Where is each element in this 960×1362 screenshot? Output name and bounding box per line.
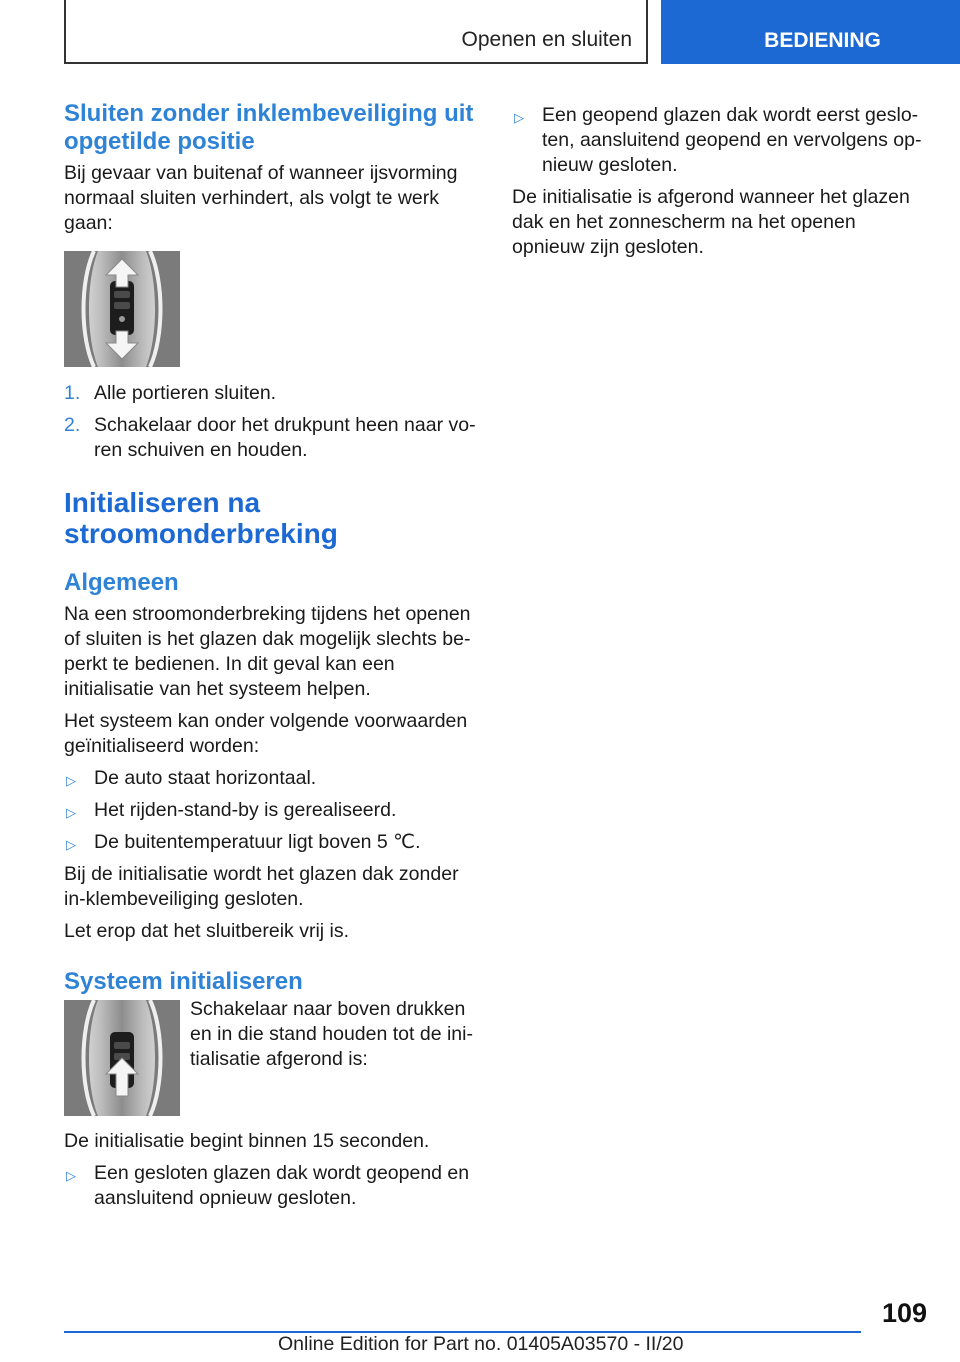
list-item	[64, 381, 480, 406]
list-item	[64, 766, 480, 791]
paragraph-voorwaarden: Het systeem kan onder volgende voorwaarden geïnitialiseerd worden:	[64, 710, 468, 757]
paragraph-stroomonderbreking: Na een stroomonderbreking tijdens het openen of sluiten is het glazen dak mogelijk slechts be-perkt te bedienen. In dit geval kan een initialisatie van het systeem helpen.	[64, 603, 471, 700]
header-box	[64, 0, 648, 64]
triangle-bullet-icon: ▷	[66, 1168, 76, 1183]
condition-text: De auto staat horizontaal.	[94, 767, 317, 789]
result-list-right	[512, 103, 928, 178]
bullet-text: Een gesloten glazen dak wordt geopend en aansluitend opnieuw gesloten.	[94, 1162, 470, 1209]
switch-figure-row	[64, 1000, 480, 1116]
triangle-bullet-icon: ▷	[66, 805, 76, 820]
paragraph-sluitbereik: Let erop dat het sluitbereik vrij is.	[64, 920, 350, 942]
conditions-list	[64, 766, 480, 855]
condition-text: Het rijden-stand-by is gerealiseerd.	[94, 799, 397, 821]
page-number: 109	[881, 1298, 927, 1328]
step-number: 2.	[64, 414, 81, 436]
list-item	[64, 413, 480, 463]
step-text: Alle portieren sluiten.	[94, 382, 277, 404]
switch-instruction: Schakelaar naar boven drukken en in die stand houden tot de ini-tialisatie afgerond is:	[190, 998, 473, 1070]
header-chapter-tab[interactable]: BEDIENING	[661, 0, 960, 64]
triangle-bullet-icon: ▷	[66, 837, 76, 852]
left-column	[64, 100, 480, 1211]
bullet-text: Een geopend glazen dak wordt eerst geslo-ten, aansluitend geopend en vervolgens op-nieuw gesloten.	[542, 104, 922, 176]
heading-algemeen: Algemeen	[64, 569, 179, 596]
switch-photo-up-down	[64, 251, 180, 367]
intro-paragraph: Bij gevaar van buitenaf of wanneer ijsvorming normaal sluiten verhindert, als volgt te werk gaan:	[64, 162, 458, 234]
list-item	[512, 103, 928, 178]
heading-sluiten-zonder: Sluiten zonder inklembeveiliging uit opgetilde positie	[64, 100, 474, 155]
heading-systeem-initialiseren: Systeem initialiseren	[64, 968, 303, 995]
switch-photo-up	[64, 1000, 180, 1116]
header-section-title: Openen en sluiten	[461, 28, 632, 51]
result-list-left	[64, 1161, 480, 1211]
steps-list	[64, 381, 480, 463]
paragraph-inklembeveiliging: Bij de initialisatie wordt het glazen dak zonder in-klembeveiliging gesloten.	[64, 863, 459, 910]
right-column	[512, 103, 928, 260]
step-text: Schakelaar door het drukpunt heen naar vo-ren schuiven en houden.	[94, 414, 476, 461]
condition-text: De buitentemperatuur ligt boven 5 ℃.	[94, 831, 421, 853]
footer-edition: Online Edition for Part no. 01405A03570 - II/20	[278, 1333, 684, 1355]
step-number: 1.	[64, 382, 81, 404]
list-item	[64, 1161, 480, 1211]
list-item	[64, 830, 480, 855]
paragraph-initialisatie-afgerond: De initialisatie is afgerond wanneer het glazen dak en het zonnescherm na het openen opnieuw zijn gesloten.	[512, 186, 910, 258]
heading-initialiseren: Initialiseren na stroomonderbreking	[64, 487, 338, 549]
roof-switch-up-down-icon	[64, 251, 180, 367]
list-item	[64, 798, 480, 823]
paragraph-15-seconden: De initialisatie begint binnen 15 seconden.	[64, 1130, 430, 1152]
triangle-bullet-icon: ▷	[66, 773, 76, 788]
triangle-bullet-icon: ▷	[514, 110, 524, 125]
roof-switch-up-icon	[64, 1000, 180, 1116]
